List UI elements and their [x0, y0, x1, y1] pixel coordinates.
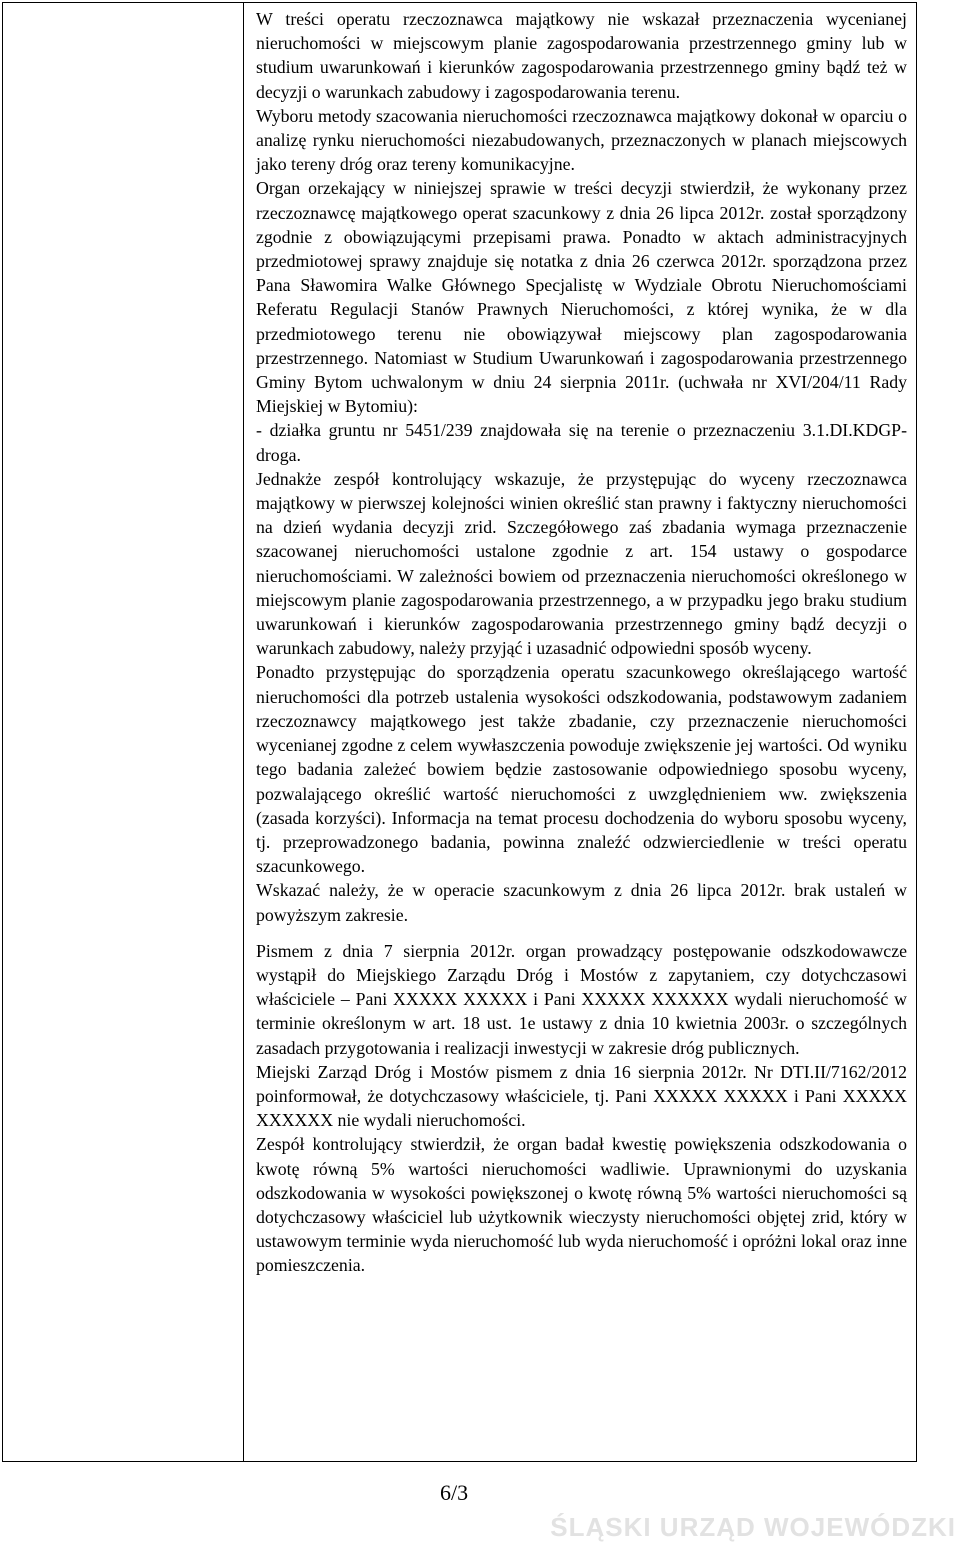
- paragraph-value-increase: Ponadto przystępując do sporządzenia operatu szacunkowego określającego wartość nieruchomości dla potrzeb ustalenia wysokości odszkodowania, podstawowym zadaniem rzeczoznawcy majątkowego jest także zbadanie, czy przeznaczenie nieruchomości wycenianej zgodne z celem wywłaszczenia powoduje zwiększenie jej wartości. Od wyniku tego badania zależeć bowiem będzie zastosowanie odpowiedniego sposobu wyceny, pozwalającego określić wartość nieruchomości z uwzględnieniem ww. zwiększenia (zasada korzyści). Informacja na temat procesu dochodzenia do wyboru sposobu wyceny, tj. przeprowadzonego badania, powinna znaleźć odzwierciedlenie w treści operatu szacunkowego.: [256, 662, 907, 877]
- paragraph-inspection-remarks: Jednakże zespół kontrolujący wskazuje, że przystępując do wyceny rzeczoznawca majątkowy w pierwszej kolejności winien określić stan prawny i faktyczny nieruchomości na dzień wydania decyzji zrid. Szczegółowego zaś zbadania wymaga przeznaczenie szacowanej nieruchomości ustalone zgodnie z art. 154 ustawy o gospodarce nieruchomościami. W zależności bowiem od przeznaczenia nieruchomości określonego w miejscowym planie zagospodarowania przestrzennego, a w przypadku jego braku studium uwarunkowań i kierunków zagospodarowania przestrzennego gminy bądź decyzji o warunkach zabudowy, należy przyjąć i uzasadnić odpowiedni sposób wyceny.: [256, 468, 907, 659]
- paragraph-letter-august-7: Pismem z dnia 7 sierpnia 2012r. organ prowadzący postępowanie odszkodowawcze wystąpił do Miejskiego Zarządu Dróg i Mostów z zapytaniem, czy dotychczasowi właściciele – Pani XXXXX XXXXX i Pani XXXXX XXXXXX wydali nieruchomość w terminie określonym w art. 18 ust. 1e ustawy z dnia 10 kwietnia 2003r. o szczególnych zasadach przygotowania i realizacji inwestycji w zakresie dróg publicznych.: [256, 940, 907, 1058]
- paragraph-letter-august-16: Miejski Zarząd Dróg i Mostów pismem z dnia 16 sierpnia 2012r. Nr DTI.II/7162/2012 poinformował, że dotychczasowy właściciele, tj. Pani XXXXX XXXXX i Pani XXXXX XXXXXX nie wydali nieruchomości.: [256, 1061, 907, 1131]
- paragraph-spacer: [256, 927, 907, 939]
- paragraph-missing-findings: Wskazać należy, że w operacie szacunkowym z dnia 26 lipca 2012r. brak ustaleń w powyższym zakresie.: [256, 880, 907, 925]
- paragraph-plot-designation: - działka gruntu nr 5451/239 znajdowała się na terenie o przeznaczeniu 3.1.DI.KDGP-droga.: [256, 420, 907, 465]
- paragraph-valuation-method: Wyboru metody szacowania nieruchomości rzeczoznawca majątkowy dokonał w oparciu o analizę rynku nieruchomości niezabudowanych, przeznaczonych w planach miejscowych jako tereny dróg oraz tereny komunikacyjne.: [256, 105, 907, 175]
- document-body: [244, 3, 916, 1461]
- paragraph-purpose-not-indicated: W treści operatu rzeczoznawca majątkowy nie wskazał przeznaczenia wycenianej nieruchomości w miejscowym planie zagospodarowania przestrzennego gminy lub w studium uwarunkowań i kierunków zagospodarowania przestrzennego gminy bądź też w decyzji o warunkach zabudowy i zagospodarowania terenu.: [256, 9, 907, 102]
- paragraph-authority-findings: Organ orzekający w niniejszej sprawie w treści decyzji stwierdził, że wykonany przez rzeczoznawcę majątkowego operat szacunkowy z dnia 26 lipca 2012r. został sporządzony zgodnie z obowiązującymi przepisami prawa. Ponadto w aktach administracyjnych przedmiotowej sprawy znajduje się notatka z dnia 26 czerwca 2012r. sporządzona przez Pana Sławomira Walke Głównego Specjalistę w Wydziale Obrotu Nieruchomościami Referatu Regulacji Stanów Prawnych Nieruchomości, z której wynika, że w dla przedmiotowego terenu nie obowiązywał miejscowy plan zagospodarowania przestrzennego. Natomiast w Studium Uwarunkowań i zagospodarowania przestrzennego Gminy Bytom uchwalonym w dniu 24 sierpnia 2011r. (uchwała nr XVI/204/11 Rady Miejskiej w Bytomiu):: [256, 178, 907, 417]
- document-table: [2, 2, 917, 1462]
- page-number: 6/3: [440, 1480, 469, 1505]
- paragraph-compensation-increase: Zespół kontrolujący stwierdził, że organ badał kwestię powiększenia odszkodowania o kwotę równą 5% wartości nieruchomości wadliwie. Uprawnionymi do uzyskania odszkodowania w wysokości powiększonej o kwotę równą 5% wartości nieruchomości są dotychczasowy właściciel lub użytkownik wieczysty nieruchomości objętej zrid, który w ustawowym terminie wyda nieruchomość lub wyda nieruchomość i opróżni lokal oraz inne pomieszczenia.: [256, 1134, 907, 1276]
- watermark-text: ŚLĄSKI URZĄD WOJEWÓDZKI: [550, 1512, 956, 1542]
- left-margin-column: [3, 3, 244, 1461]
